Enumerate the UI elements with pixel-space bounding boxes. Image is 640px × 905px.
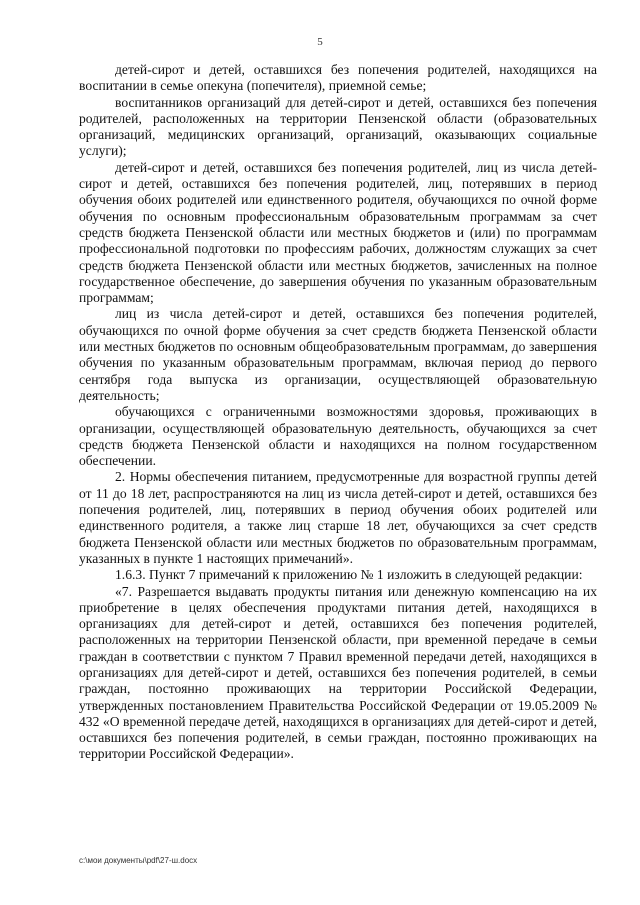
document-body (79, 62, 597, 763)
paragraph-general-education: лиц из числа детей-сирот и детей, оставшихся без попечения родителей, обучающихся по очной форме обучения за счет средств бюджета Пензенской области или местных бюджетов по основным общеобразовательным программам, до завершения обучения по указанным образовательным программам, включая период до первого сентября года выпуска из организации, осуществляющей образовательную деятельность; (79, 306, 597, 403)
paragraph-orphans-foster: детей-сирот и детей, оставшихся без попечения родителей, находящихся на воспитании в семье опекуна (попечителя), приемной семье; (79, 62, 597, 94)
paragraph-pupils-organizations: воспитанников организаций для детей-сирот и детей, оставшихся без попечения родителей, расположенных на территории Пензенской области (образовательных организаций, медицинских организаций, организаций, оказывающих социальные услуги); (79, 94, 597, 159)
paragraph-clause-7: «7. Разрешается выдавать продукты питания или денежную компенсацию на их приобретение в целях обеспечения продуктами питания детей, находящихся в организациях для детей-сирот и детей, оставшихся без попечения родителей, расположенных на территории Пензенской области, при временной передаче в семьи граждан в соответствии с пунктом 7 Правил временной передачи детей, находящихся в организациях для детей-сирот и детей, оставшихся без попечения родителей, в семьи граждан, постоянно проживающих на территории Российской Федерации, утвержденных постановлением Правительства Российской Федерации от 19.05.2009 № 432 «О временной передаче детей, находящихся в организациях для детей-сирот и детей, оставшихся без попечения родителей, в семьи граждан, постоянно проживающих на территории Российской Федерации». (79, 583, 597, 762)
paragraph-nutrition-norms: 2. Нормы обеспечения питанием, предусмотренные для возрастной группы детей от 11 до 18 лет, распространяются на лиц из числа детей-сирот и детей, оставшихся без попечения родителей, лиц, потерявших в период обучения обоих родителей или единственного родителя, а также лиц старше 18 лет, обучающихся за счет средств бюджета Пензенской области или местных бюджетов по образовательным программам, указанных в пункте 1 настоящих примечаний». (79, 469, 597, 566)
page-number: 5 (317, 36, 323, 48)
file-path-footer: c:\мои документы\pdf\27-ш.docx (79, 856, 198, 865)
paragraph-orphans-professional-education: детей-сирот и детей, оставшихся без попечения родителей, лиц из числа детей-сирот и детей, оставшихся без попечения родителей, лиц, потерявших в период обучения обоих родителей или единственного родителя, обучающихся по очной форме обучения по основным профессиональным образовательным программам за счет средств бюджета Пензенской области или местных бюджетов и (или) по программам профессиональной подготовки по профессиям рабочих, должностям служащих за счет средств бюджета Пензенской области или местных бюджетов, зачисленных на полное государственное обеспечение, до завершения обучения по указанным образовательным программам; (79, 159, 597, 306)
paragraph-amendment-1-6-3: 1.6.3. Пункт 7 примечаний к приложению № 1 изложить в следующей редакции: (115, 567, 583, 583)
paragraph-disabilities: обучающихся с ограниченными возможностями здоровья, проживающих в организации, осуществляющей образовательную деятельность, обучающихся за счет средств бюджета Пензенской области и находящихся на полном государственном обеспечении. (79, 404, 597, 469)
